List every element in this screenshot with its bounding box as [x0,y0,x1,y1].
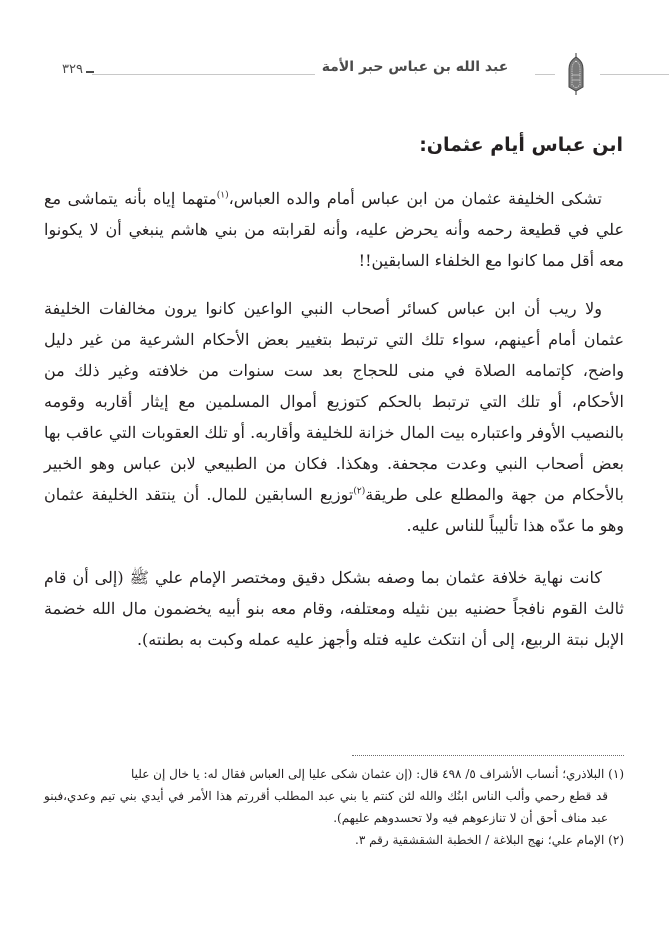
page-header [0,0,669,110]
footnote-number: (١) [608,767,624,781]
lantern-ornament-icon [566,53,586,95]
footnote-number: (٢) [608,833,624,847]
footnotes [44,763,624,851]
footnote-1 [44,763,624,829]
paragraph-text: تشكى الخليفة عثمان من ابن عباس أمام والده العباس، [228,189,602,208]
header-rule-right [600,74,669,75]
footnote-text: البلاذري؛ أنساب الأشراف ٥/ ٤٩٨ قال: (إن عثمان شكى عليا إلى العباس فقال له: يا خال إن عليا [130,767,605,781]
header-rule-middle [535,74,555,75]
page-number: ٣٢٩ [62,62,83,77]
page-number-dash [86,71,94,73]
paragraph-text: ولا ريب أن ابن عباس كسائر أصحاب النبي الواعين كانوا يرون مخالفات الخليفة عثمان أمام أعينهم، سواء تلك التي ترتبط بتغيير بعض الأحكام الشرعية من غير دليل واضح، كإتمامه الصلاة في منى للحجاج بعد ست سنوات من خلافته وغير ذلك من الأحكام، أو تلك التي ترتبط بالحكم كتوزيع أموال المسلمين مع إيثار أقاربه وقومه بالنصيب الأوفر واعتباره بيت المال خزانة للخليفة وأقاربه. أو تلك العقوبات التي عاقب بها بعض أصحاب النبي وعدت مجحفة. وهكذا. فكان من الطبيعي لابن عباس وهو الخبير بالأحكام من جهة والمطلع على طريقة [44,299,625,504]
footnote-2 [44,829,624,851]
paragraph-1 [44,183,624,276]
running-title: عبد الله بن عباس حبر الأمة [321,59,509,75]
paragraph-text: متهما إياه بأنه يتماشى مع علي في قطيعة رحمه وأنه يحرض عليه، وأنه لقرابته من بني هاشم ينبغي أن لا يكونوا معه أقل مما كانوا مع الخلفاء السابقين!! [44,189,625,270]
header-rule-left [92,74,315,75]
paragraph-2 [44,293,624,541]
footnote-continuation: قد قطع رحمي وألب الناس ابنُك والله لئن كنتم يا بني عبد المطلب أقررتم هذا الأمر في أيدي بني تيم وعدي،فبنو عبد مناف أحق أن لا تنازعوهم فيه ولا تحسدوهم عليهم). [44,789,608,825]
footnote-ref-2[interactable]: (٢) [353,486,366,497]
footnote-ref-1[interactable]: (١) [216,190,229,201]
paragraph-3 [44,562,624,655]
paragraph-text: كانت نهاية خلافة عثمان بما وصفه بشكل دقيق ومختصر الإمام علي ﷺ (إلى أن قام ثالث القوم نافجاً حضنيه بين نثيله ومعتلفه، وقام معه بنو أبيه يخضمون مال الله خضمة الإبل نبتة الربيع، إلى أن انتكث عليه فتله وأجهز عليه عمله وكبت به بطنته). [44,568,624,649]
footnote-text: الإمام علي؛ نهج البلاغة / الخطبة الشقشقية رقم ٣. [355,833,605,847]
paragraph-text: توزيع السابقين للمال. أن ينتقد الخليفة عثمان وهو ما عدّه هذا تأليباً للناس عليه. [44,485,624,535]
section-title: ابن عباس أيام عثمان: [419,134,623,156]
footnote-separator [352,755,624,756]
